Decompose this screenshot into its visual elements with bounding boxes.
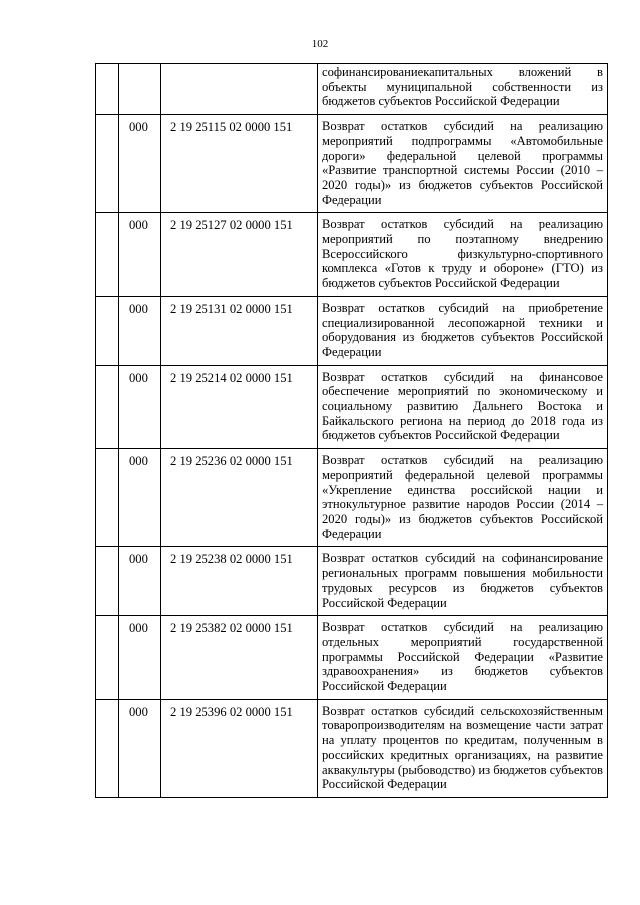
table-row (96, 213, 608, 297)
admin-code-cell: 000 (119, 547, 161, 616)
description-cell: Возврат остатков субсидий на реализацию мероприятий по поэтапному внедрению Всероссийского физкультурно-спортивного комплекса «Готов к труду и обороне» (ГТО) из бюджетов субъектов Российской Федерации (318, 213, 608, 297)
description-cell: Возврат остатков субсидий сельскохозяйственным товаропроизводителям на возмещение части затрат на уплату процентов по кредитам, полученным в российских кредитных организациях, на развитие аквакультуры (рыбоводство) из бюджетов субъектов Российской Федерации (318, 699, 608, 797)
kbk-code-cell: 2 19 25214 02 0000 151 (161, 365, 318, 449)
table-row (96, 296, 608, 365)
admin-code-cell: 000 (119, 699, 161, 797)
description-cell: Возврат остатков субсидий на реализацию отдельных мероприятий государственной программы Российской Федерации «Развитие здравоохранения» из бюджетов субъектов Российской Федерации (318, 616, 608, 700)
description-cell: Возврат остатков субсидий на приобретение специализированной лесопожарной техники и оборудования из бюджетов субъектов Российской Федерации (318, 296, 608, 365)
blank-column-cell (96, 115, 119, 213)
budget-classification-table (95, 63, 608, 798)
table-row (96, 365, 608, 449)
blank-column-cell (96, 296, 119, 365)
blank-column-cell (96, 365, 119, 449)
blank-column-cell (96, 64, 119, 115)
kbk-code-cell: 2 19 25115 02 0000 151 (161, 115, 318, 213)
description-cell: Возврат остатков субсидий на реализацию мероприятий федеральной целевой программы «Укрепление единства российской нации и этнокультурное развитие народов России (2014 – 2020 годы)» из бюджетов субъектов Российской Федерации (318, 449, 608, 547)
description-cell: Возврат остатков субсидий на финансовое обеспечение мероприятий по экономическому и социальному развитию Дальнего Востока и Байкальского региона на период до 2018 года из бюджетов субъектов Российской Федерации (318, 365, 608, 449)
blank-column-cell (96, 547, 119, 616)
description-cell: Возврат остатков субсидий на реализацию мероприятий подпрограммы «Автомобильные дороги» федеральной целевой программы «Развитие транспортной системы России (2010 – 2020 годы)» из бюджетов субъектов Российской Федерации (318, 115, 608, 213)
table-row (96, 64, 608, 115)
admin-code-cell: 000 (119, 365, 161, 449)
blank-column-cell (96, 699, 119, 797)
table-row (96, 547, 608, 616)
blank-column-cell (96, 449, 119, 547)
admin-code-cell (119, 64, 161, 115)
kbk-code-cell: 2 19 25127 02 0000 151 (161, 213, 318, 297)
blank-column-cell (96, 616, 119, 700)
table-row (96, 616, 608, 700)
table-row (96, 115, 608, 213)
kbk-code-cell: 2 19 25238 02 0000 151 (161, 547, 318, 616)
table-row (96, 699, 608, 797)
kbk-code-cell (161, 64, 318, 115)
admin-code-cell: 000 (119, 449, 161, 547)
page-number: 102 (311, 38, 329, 50)
kbk-code-cell: 2 19 25131 02 0000 151 (161, 296, 318, 365)
admin-code-cell: 000 (119, 115, 161, 213)
description-cell: софинансированиекапитальных вложений в объекты муниципальной собственности из бюджетов субъектов Российской Федерации (318, 64, 608, 115)
kbk-code-cell: 2 19 25236 02 0000 151 (161, 449, 318, 547)
description-cell: Возврат остатков субсидий на софинансирование региональных программ повышения мобильности трудовых ресурсов из бюджетов субъектов Российской Федерации (318, 547, 608, 616)
table-row (96, 449, 608, 547)
blank-column-cell (96, 213, 119, 297)
admin-code-cell: 000 (119, 616, 161, 700)
admin-code-cell: 000 (119, 296, 161, 365)
admin-code-cell: 000 (119, 213, 161, 297)
kbk-code-cell: 2 19 25396 02 0000 151 (161, 699, 318, 797)
kbk-code-cell: 2 19 25382 02 0000 151 (161, 616, 318, 700)
